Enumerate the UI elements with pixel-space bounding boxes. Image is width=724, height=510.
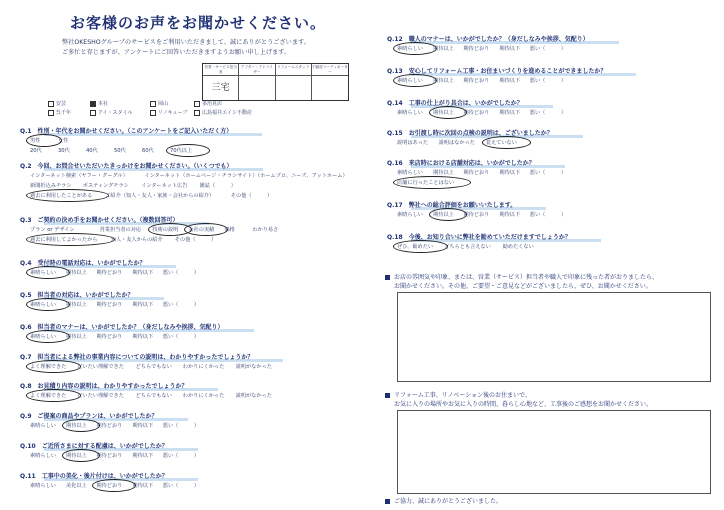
answer-option-selected[interactable]: よく理解できた: [30, 392, 77, 399]
answer-option-selected[interactable]: 素晴らしい: [397, 45, 433, 52]
answer-row: [30, 482, 210, 489]
answer-option-selected[interactable]: 過去に利用してよかったから: [30, 236, 111, 243]
answer-option[interactable]: 期待以上: [433, 78, 454, 84]
question-label: Q.9 ご提案の商品やプランは、いかがでしたか？: [20, 413, 158, 420]
answer-option[interactable]: 営業担当者の対応: [99, 227, 142, 233]
comment-2-prompt: [385, 390, 652, 408]
store-label: アイ・スタイル: [98, 110, 133, 116]
answer-option[interactable]: どちらでもない: [135, 393, 172, 399]
answer-option[interactable]: 素晴らしい: [397, 212, 423, 218]
answer-option[interactable]: 期待どおり: [96, 302, 123, 308]
answer-option[interactable]: 悪い（ ）: [162, 453, 200, 459]
answer-option[interactable]: 悪い（ ）: [529, 46, 567, 52]
question-label: Q.14 工事の仕上がり具合は、いかがでしたか？: [387, 100, 523, 107]
answer-row: [30, 392, 283, 399]
answer-option[interactable]: 悪い（ ）: [162, 334, 200, 340]
answer-option[interactable]: 期待以上: [66, 270, 87, 276]
question-label: Q.7 担当者による弊社の事業内容についての説明は、わかりやすかったでしょうか？: [20, 354, 254, 361]
question-label: Q.18 今後、お知り合いに弊社を勧めていただけますでしょうか？: [387, 234, 571, 241]
answer-row: [397, 109, 577, 116]
answer-option[interactable]: 説明はなかった: [438, 140, 475, 146]
answer-row: [30, 363, 283, 370]
answer-option-selected[interactable]: 男性: [30, 137, 58, 144]
store-option[interactable]: [48, 109, 71, 116]
answer-option[interactable]: 素晴らしい: [397, 170, 423, 176]
thanks-label: ご協力、誠にありがとうございました。: [394, 498, 503, 505]
staff-value-reform[interactable]: [276, 76, 312, 100]
answer-row: [397, 169, 577, 176]
answer-option[interactable]: 悪い（ ）: [162, 483, 200, 489]
answer-option[interactable]: 40代: [86, 148, 98, 154]
question-label: Q.15 お引渡し時に次回の点検の説明は、ございましたか？: [387, 130, 553, 137]
answer-row: [30, 147, 206, 154]
answer-option[interactable]: 悪い（ ）: [162, 423, 200, 429]
checkbox-icon[interactable]: [90, 101, 96, 107]
answer-option-selected[interactable]: 店舗に行ったことはない: [397, 179, 467, 186]
answer-option[interactable]: 期待以上: [66, 302, 87, 308]
comment-1-box[interactable]: [397, 292, 711, 382]
answer-option[interactable]: 雑誌（ ）: [199, 183, 236, 189]
answer-row: [30, 422, 210, 429]
answer-option-selected[interactable]: 期待以上: [66, 452, 96, 459]
answer-option[interactable]: わかり易さ: [252, 227, 279, 233]
answer-option-selected[interactable]: 70代以上: [170, 147, 206, 154]
intro-line-2: ご多忙と存じますが、アンケートにご回答いただきますようお願い申し上げます。: [62, 49, 291, 56]
answer-option[interactable]: 期待どおり: [463, 170, 490, 176]
answer-option[interactable]: どちらでもない: [135, 364, 172, 370]
answer-option[interactable]: 期待以上: [66, 334, 87, 340]
answer-option[interactable]: だいたい理解できた: [77, 364, 124, 370]
bullet-square-icon: [385, 275, 390, 280]
answer-option[interactable]: 50代: [114, 148, 126, 154]
answer-option[interactable]: ご紹介（知人・友人・家族・会社からの紹介）: [105, 193, 215, 199]
answer-option-selected[interactable]: ぜひ、勧めたい: [397, 243, 444, 250]
staff-header: リフォームスタッフ: [276, 64, 312, 76]
question-label: Q.10 ご近所さまに対する配慮は、いかがでしたか？: [20, 443, 168, 450]
comment-1-prompt: [385, 272, 658, 290]
question-label: Q.17 弊社への総合評価をお願いいたします。: [387, 202, 517, 209]
question-label: Q.16 来店時における店舗対応は、いかがでしたか？: [387, 160, 535, 167]
question-label: Q.3 ご契約の決め手をお聞かせください。（複数回答可）: [20, 217, 179, 224]
answer-option[interactable]: 素晴らしい: [30, 483, 56, 489]
page-title: お客様のお声をお聞かせください。: [70, 14, 327, 32]
comment-2-box[interactable]: [397, 410, 711, 494]
answer-option[interactable]: 悪い（ ）: [162, 270, 200, 276]
answer-option[interactable]: インターネット広告: [141, 183, 188, 189]
answer-option[interactable]: 期待以下: [132, 270, 154, 276]
checkbox-icon[interactable]: [194, 110, 200, 116]
answer-option[interactable]: 20代: [30, 148, 42, 154]
answer-option[interactable]: 勧めたくない: [502, 244, 534, 250]
answer-option-selected[interactable]: 期待どおり: [96, 482, 132, 489]
answer-option[interactable]: 素晴らしい: [30, 423, 56, 429]
answer-option[interactable]: インターネット（ホームページ・チラシサイト）（ホームプロ、ニーズ、アットホーム）: [144, 173, 348, 179]
intro-line-1: 弊社OKESHOグループのサービスをご利用いただきまして、誠にありがとうございます。: [62, 39, 310, 46]
answer-option-selected[interactable]: 過去に利用したことがある: [30, 192, 105, 199]
question-label: Q.5 担当者の対応は、いかがでしたか？: [20, 292, 134, 299]
answer-option[interactable]: 期待どおり: [96, 423, 123, 429]
answer-row: [30, 236, 228, 243]
answer-option[interactable]: 期待以下: [499, 46, 521, 52]
answer-option[interactable]: 素晴らしい: [30, 453, 56, 459]
answer-option[interactable]: 期待どおり: [96, 334, 123, 340]
staff-table: [202, 63, 349, 101]
answer-row: [30, 226, 288, 233]
comment-1-line-2: お聞かせください。その他、ご要望・ご意見などがございましたら、ぜひ、お聞かせください。: [394, 283, 652, 290]
answer-option[interactable]: プラン or デザイン: [30, 227, 75, 233]
answer-row: [397, 179, 467, 186]
answer-option-selected[interactable]: 期待以上: [433, 109, 463, 116]
answer-option[interactable]: どちらとも言えない: [444, 244, 491, 250]
answer-row: [397, 77, 577, 84]
question-label: Q.11 工事中の美化・後片付けは、いかがでしたか？: [20, 473, 168, 480]
checkbox-icon[interactable]: [90, 110, 96, 116]
answer-option[interactable]: わかりにくかった: [182, 393, 225, 399]
answer-option-selected[interactable]: 素晴らしい: [30, 269, 66, 276]
answer-option[interactable]: 悪い（ ）: [529, 110, 567, 116]
answer-option[interactable]: 期待以下: [132, 483, 154, 489]
comment-2-line-1: リフォーム工事、リノベーション後のお住まいで、: [394, 392, 531, 399]
answer-option-selected[interactable]: 素晴らしい: [397, 77, 433, 84]
store-label: 岡山: [158, 101, 169, 107]
answer-option[interactable]: 悪い（ ）: [529, 78, 567, 84]
question-label: Q.8 お見積り内容の説明は、わかりやすかったでしょうか？: [20, 383, 188, 390]
checkbox-icon[interactable]: [150, 101, 156, 107]
store-option[interactable]: [90, 100, 108, 107]
bullet-square-icon: [385, 393, 390, 398]
answer-option[interactable]: 知人・友人からの紹介: [110, 237, 163, 243]
answer-row: [30, 192, 284, 199]
answer-row: [30, 301, 210, 308]
answer-option[interactable]: 期待以下: [132, 334, 154, 340]
answer-option[interactable]: 期待以上: [433, 170, 454, 176]
answer-row: [397, 139, 527, 146]
checkbox-icon[interactable]: [48, 101, 54, 107]
answer-option-selected[interactable]: 素晴らしい: [30, 301, 66, 308]
staff-header: 不動産コーディネーター: [312, 64, 348, 76]
answer-option[interactable]: 説明はあった: [397, 140, 429, 146]
answer-option[interactable]: 女性: [58, 138, 69, 144]
answer-row: [397, 211, 577, 218]
question-label: Q.4 受付時の電話対応は、いかがでしたか？: [20, 260, 146, 267]
question-label: Q.13 安心してリフォーム工事・お住まいづくりを進めることができましたか？: [387, 68, 607, 75]
answer-option[interactable]: 悪い（ ）: [162, 302, 200, 308]
answer-option[interactable]: 素晴らしい: [397, 110, 423, 116]
answer-option[interactable]: 期待どおり: [463, 78, 490, 84]
store-option[interactable]: [194, 109, 252, 116]
question-label: Q.12 職人のマナーは、いかがでしたか？（身だしなみや挨拶、気配り）: [387, 36, 589, 43]
answer-option[interactable]: 説明がなかった: [235, 393, 272, 399]
answer-option[interactable]: 期待以下: [132, 453, 154, 459]
store-option[interactable]: [48, 100, 66, 107]
store-label: 本社: [98, 101, 109, 107]
answer-option[interactable]: 期待どおり: [463, 212, 490, 218]
answer-option-selected[interactable]: 期待以上: [433, 211, 463, 218]
question-label: Q.6 担当者のマナーは、いかがでしたか？（身だしなみや挨拶、気配り）: [20, 324, 224, 331]
store-label: 広島福井エイシ不動産: [202, 110, 253, 116]
staff-value-after[interactable]: [239, 76, 275, 100]
answer-row: [30, 333, 210, 340]
bullet-square-icon: [385, 499, 390, 504]
answer-option[interactable]: その他（ ）: [230, 193, 273, 199]
answer-row: [397, 243, 544, 250]
staff-header: アフター・アドバイザー: [239, 64, 275, 76]
comment-2-line-2: お気に入りの場所やお気に入りの時間、暮らし心地など、工事後のご感想をお聞かせください。: [394, 401, 653, 408]
answer-option[interactable]: 期待どおり: [463, 46, 490, 52]
answer-option-selected[interactable]: 会社の実績: [188, 226, 224, 233]
store-label: 呉千年: [56, 110, 72, 116]
answer-row: [30, 182, 247, 189]
answer-option[interactable]: 説明がなかった: [235, 364, 272, 370]
answer-option[interactable]: だいたい理解できた: [77, 393, 124, 399]
answer-option[interactable]: 新聞折込みチラシ: [30, 183, 72, 189]
answer-option[interactable]: その他（ ）: [174, 237, 217, 243]
answer-row: [30, 172, 376, 179]
answer-option-selected[interactable]: よく理解できた: [30, 363, 77, 370]
staff-header: 営業・サービス担当者: [203, 64, 239, 76]
answer-option[interactable]: 30代: [58, 148, 70, 154]
answer-option[interactable]: 期待以上: [433, 46, 454, 52]
answer-option[interactable]: インターネット検索（ヤフー・グーグル）: [30, 173, 128, 179]
answer-option[interactable]: 期待どおり: [96, 270, 123, 276]
answer-option-selected[interactable]: 覚えていない: [486, 139, 528, 146]
thanks-text: [385, 496, 502, 505]
store-option[interactable]: [150, 100, 168, 107]
answer-option-selected[interactable]: 素晴らしい: [30, 333, 66, 340]
answer-option[interactable]: 期待どおり: [463, 110, 490, 116]
answer-option[interactable]: 美化以上: [66, 483, 87, 489]
answer-option[interactable]: 期待以下: [499, 212, 521, 218]
question-label: Q.2 今回、お問合せいただいたきっかけをお聞かせください。（いくつでも）: [20, 163, 233, 170]
answer-option-selected[interactable]: 技術の説明: [152, 226, 188, 233]
answer-option[interactable]: わかりにくかった: [182, 364, 225, 370]
answer-option[interactable]: 期待どおり: [96, 453, 123, 459]
answer-option[interactable]: ポスティングチラシ: [82, 183, 129, 189]
staff-value-sales[interactable]: 三宅: [203, 76, 239, 100]
answer-option[interactable]: 期待以下: [132, 423, 154, 429]
answer-option[interactable]: 期待以下: [499, 110, 521, 116]
answer-row: [30, 452, 210, 459]
answer-option[interactable]: 期待以下: [499, 170, 521, 176]
comment-1-line-1: お店の雰囲気や印象、または、営業（サービス）担当者や職人で印象に残った者がおりましたら、: [394, 274, 659, 281]
store-option[interactable]: [194, 100, 222, 107]
answer-option[interactable]: 悪い（ ）: [529, 212, 567, 218]
checkbox-icon[interactable]: [194, 101, 200, 107]
question-label: Q.1 性別・年代をお聞かせください。（このアンケートをご記入いただく方）: [20, 128, 233, 135]
answer-option[interactable]: 価格: [224, 227, 235, 233]
intro-text: [62, 38, 310, 58]
answer-row: [397, 45, 577, 52]
checkbox-icon[interactable]: [48, 110, 54, 116]
answer-option[interactable]: 60代: [142, 148, 154, 154]
staff-value-estate[interactable]: [312, 76, 348, 100]
store-option[interactable]: [150, 109, 187, 116]
answer-row: [30, 137, 86, 144]
answer-option[interactable]: 期待以下: [132, 302, 154, 308]
store-label: 安芸: [56, 101, 67, 107]
store-label: リノキューブ: [158, 110, 188, 116]
store-option[interactable]: [90, 109, 132, 116]
answer-option-selected[interactable]: 期待以上: [66, 422, 96, 429]
answer-option[interactable]: 悪い（ ）: [529, 170, 567, 176]
store-label: 多治見店: [202, 101, 223, 107]
answer-row: [30, 269, 210, 276]
answer-option[interactable]: 期待以下: [499, 78, 521, 84]
checkbox-icon[interactable]: [150, 110, 156, 116]
